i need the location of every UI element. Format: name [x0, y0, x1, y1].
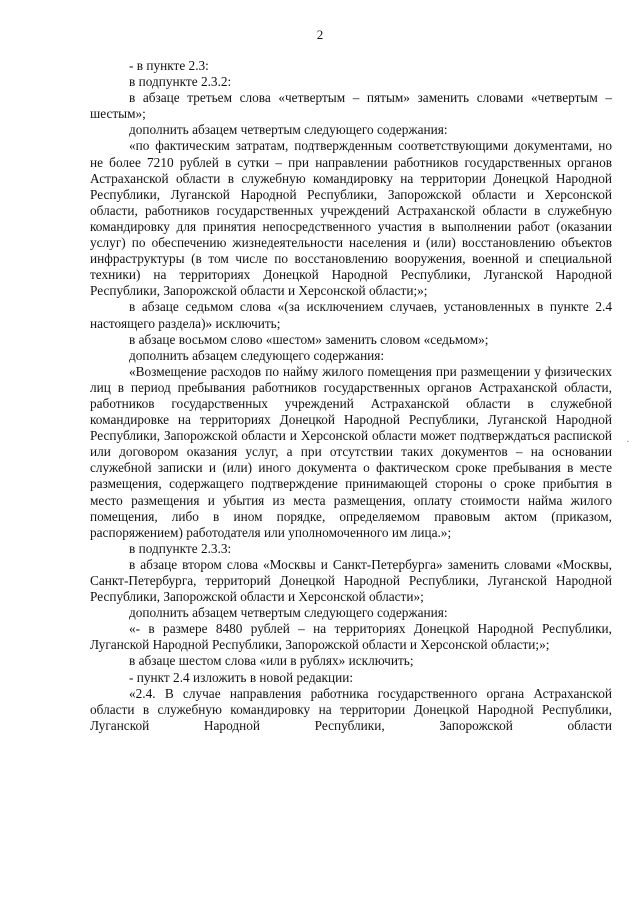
paragraph: «Возмещение расходов по найму жилого помещения при размещении у физических лиц в период пребывания работников государственных органов Астраханской области, работников государственных учреждений Астраханской области в служебной командировке на территориях Донецкой Народной Республики, Луганской Народной Республики, Запорожской области и Херсонской области может подтверждаться распиской или договором оказания услуг, а при отсутствии таких документов – на основании служебной записки и (или) иного документа о фактическом сроке пребывания в месте размещения, содержащего подтверждение принимающей стороны о сроке прибытия в место размещения и убытия из места размещения, оплату стоимости найма жилого помещения, либо в ином порядке, определяемом правовым актом (приказом, распоряжением) работодателя или уполномоченного им лица.»; [90, 363, 612, 540]
paragraph: «по фактическим затратам, подтвержденным соответствующими документами, но не более 7210 рублей в сутки – при направлении работников государственных органов Астраханской области в служебную командировку на территории Донецкой Народной Республики, Луганской Народной Республики, Запорожской области и Херсонской области, работников государственных учреждений Астраханской области в служебную командировку для принятия непосредственного участия в выполнении работ (оказании услуг) по обеспечению жизнедеятельности населения и (или) восстановлению объектов инфраструктуры (в том числе по восстановлению вооружения, военной и специальной техники) на территориях Донецкой Народной Республики, Луганской Народной Республики, Запорожской области и Херсонской области;»; [90, 138, 612, 299]
paragraph: в абзаце втором слова «Москвы и Санкт-Петербурга» заменить словами «Москвы, Санкт-Петербурга, территорий Донецкой Народной Республики, Луганской Народной Республики, Запорожской области и Херсонской области»; [90, 556, 612, 605]
paragraph: дополнить абзацем следующего содержания: [129, 347, 385, 363]
paragraph: в подпункте 2.3.3: [129, 540, 232, 556]
paragraph: в абзаце шестом слова «или в рублях» исключить; [129, 653, 414, 669]
page-number: 2 [316, 27, 324, 42]
paragraph: дополнить абзацем четвертым следующего содержания: [129, 122, 448, 138]
paragraph: дополнить абзацем четвертым следующего содержания: [129, 605, 448, 621]
paragraph: в абзаце седьмом слова «(за исключением случаев, установленных в пункте 2.4 настоящего раздела)» исключить; [90, 299, 612, 331]
paragraph: - пункт 2.4 изложить в новой редакции: [129, 669, 354, 685]
paragraph: в абзаце третьем слова «четвертым – пятым» заменить словами «четвертым – шестым»; [90, 90, 612, 122]
paragraph: в подпункте 2.3.2: [129, 74, 232, 90]
paragraph: «- в размере 8480 рублей – на территориях Донецкой Народной Республики, Луганской Народной Республики, Запорожской области и Херсонской области;»; [90, 621, 612, 653]
margin-mark: · [626, 436, 630, 448]
paragraph: - в пункте 2.3: [129, 58, 209, 73]
document-body [90, 58, 612, 734]
paragraph: «2.4. В случае направления работника государственного органа Астраханской области в служебную командировку на территории Донецкой Народной Республики, Луганской Народной Республики, Запорожской области [90, 685, 612, 733]
paragraph: в абзаце восьмом слово «шестом» заменить словом «седьмом»; [129, 331, 489, 347]
